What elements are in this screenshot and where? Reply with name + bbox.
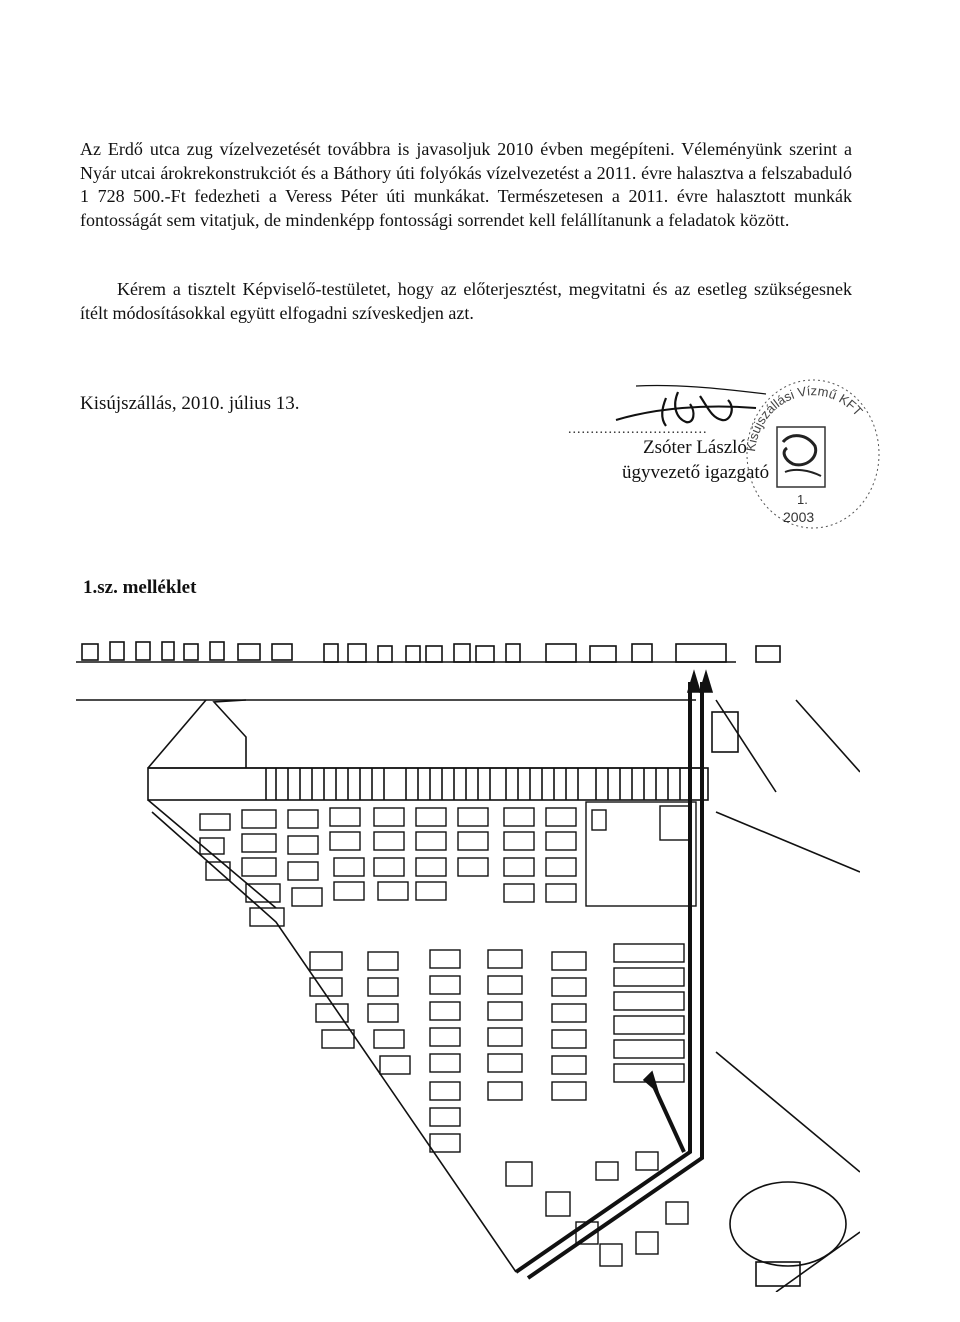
- annex-title: 1.sz. melléklet: [83, 577, 197, 598]
- body-paragraph-1: Az Erdő utca zug vízelvezetését továbbra is javasoljuk 2010 évben megépíteni. Véleményünk szerint a Nyár utcai árokrekonstrukciót és a Báthory úti folyókás vízelvezetést a 2011. évre halasztva a felszabaduló 1 728 500.-Ft fedezheti a Veress Péter úti munkákat. Természetesen a 2011. évre halasztott munkák fontosságát sem vitatjuk, de mindenképp fontossági sorrendet kell felállítanunk a feladatok között.: [80, 139, 852, 230]
- company-stamp: [735, 372, 885, 537]
- top-building-strip: [76, 642, 780, 662]
- site-plan-map: [76, 632, 860, 1292]
- signer-name: Zsóter László: [643, 437, 747, 458]
- garage-row: [148, 768, 708, 800]
- body-paragraph-2: Kérem a tisztelt Képviselő-testületet, hogy az előterjesztést, megvitatni és az esetleg szükségesnek ítélt módosításokkal együtt elfogadni szíveskedjen azt.: [80, 279, 852, 323]
- house-blocks: [200, 802, 696, 1266]
- site-plan-drawing: [76, 632, 860, 1292]
- stamp-year: 2003: [783, 509, 815, 525]
- place-and-date: Kisújszállás, 2010. július 13.: [80, 393, 300, 414]
- stamp-text: Kisújszállási Vízmű KFT: [742, 383, 866, 453]
- stamp-number: 1.: [797, 492, 808, 507]
- signature-line: ...............................: [568, 422, 708, 437]
- west-road-edge: [152, 812, 516, 1272]
- signer-title: ügyvezető igazgató: [622, 462, 770, 483]
